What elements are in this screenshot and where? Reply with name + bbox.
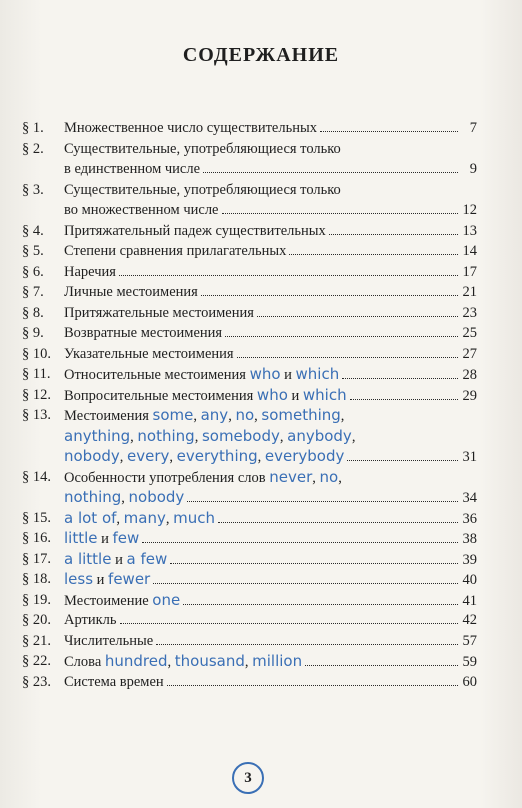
english-term: a few — [126, 549, 168, 568]
page-ref: 41 — [462, 592, 477, 609]
title-text: , — [257, 449, 265, 465]
toc-entry — [22, 139, 477, 180]
section-number: § 15. — [22, 509, 51, 526]
title-text: Числительные — [64, 632, 154, 649]
english-term: a little — [64, 549, 112, 568]
entry-title-line — [64, 118, 477, 139]
entry-title-line — [64, 426, 477, 447]
title-text: , — [340, 408, 345, 424]
entry-title-line — [64, 303, 477, 324]
page-ref: 36 — [462, 510, 477, 527]
page-ref: 7 — [469, 120, 477, 136]
page-ref: 23 — [462, 304, 477, 321]
entry-title — [64, 672, 477, 693]
dot-leader — [119, 275, 458, 276]
toc-entry — [22, 569, 477, 590]
toc-entry — [22, 385, 477, 406]
title-text: , — [167, 654, 175, 670]
entry-title-line — [64, 159, 477, 180]
page-ref: 31 — [462, 449, 477, 465]
title-text: Существительные, употребляющиеся только — [64, 140, 341, 157]
entry-title — [64, 180, 477, 221]
entry-title — [64, 610, 477, 631]
english-term: any — [200, 406, 229, 424]
page-ref: 40 — [462, 572, 477, 588]
entry-title-line — [64, 487, 477, 508]
title-text: в единственном числе — [64, 161, 201, 177]
section-number: § 17. — [22, 550, 51, 567]
toc-entry — [22, 262, 477, 283]
page-ref: 21 — [462, 284, 477, 300]
toc-entry — [22, 221, 477, 242]
dot-leader — [342, 378, 458, 379]
section-number: § 2. — [22, 140, 44, 157]
toc-entry — [22, 405, 477, 467]
english-term: anything — [64, 426, 131, 445]
section-number: § 21. — [22, 632, 51, 649]
dot-leader — [347, 460, 458, 461]
entry-title-line — [64, 508, 477, 529]
title-text: , — [119, 449, 128, 465]
dot-leader — [218, 522, 458, 523]
title-text: и — [97, 531, 113, 547]
dot-leader — [170, 563, 458, 564]
section-number: § 9. — [22, 325, 44, 341]
entry-title — [64, 631, 477, 652]
toc-entry — [22, 610, 477, 631]
section-number: § 16. — [22, 530, 51, 546]
dot-leader — [257, 316, 458, 317]
section-number: § 14. — [22, 468, 51, 485]
dot-leader — [167, 685, 458, 686]
entry-title-line — [64, 139, 477, 160]
section-number: § 20. — [22, 612, 51, 628]
entry-title-line — [64, 241, 477, 262]
page-ref: 27 — [462, 345, 477, 362]
entry-title-line — [64, 262, 477, 283]
title-text: , — [121, 490, 129, 506]
english-term: some — [152, 406, 194, 424]
title-text: , — [279, 428, 288, 445]
dot-leader — [350, 399, 458, 400]
toc-entry — [22, 118, 477, 139]
entry-title — [64, 467, 477, 508]
title-text: Притяжательный падеж существительных — [64, 222, 326, 239]
dot-leader — [320, 131, 458, 132]
title-text: Артикль — [64, 612, 117, 628]
english-term: one — [152, 590, 181, 609]
title-text: Слова — [64, 654, 105, 670]
entry-title — [64, 385, 477, 406]
title-text: , — [351, 428, 356, 445]
title-text: , — [130, 428, 138, 445]
entry-title — [64, 323, 477, 344]
english-term: which — [302, 385, 347, 404]
title-text: , — [193, 408, 201, 424]
toc-entry — [22, 282, 477, 303]
page-ref: 39 — [462, 551, 477, 568]
entry-title — [64, 364, 477, 385]
entry-title-line — [64, 180, 477, 201]
english-term: everything — [176, 447, 258, 465]
entry-title-line — [64, 528, 477, 549]
entry-title — [64, 590, 477, 611]
english-term: no — [235, 406, 255, 424]
section-number: § 6. — [22, 263, 44, 280]
english-term: who — [249, 365, 281, 383]
entry-title-line — [64, 385, 477, 406]
toc-entry — [22, 344, 477, 365]
title-text: и — [287, 387, 303, 404]
page-ref: 59 — [462, 654, 477, 670]
entry-title — [64, 303, 477, 324]
page-number-badge: 3 — [232, 762, 264, 794]
section-number: § 1. — [22, 120, 44, 136]
title-text: Степени сравнения прилагательных — [64, 243, 287, 259]
entry-title-line — [64, 590, 477, 611]
title-text: , — [312, 469, 320, 486]
page-ref: 9 — [469, 161, 477, 177]
english-term: fewer — [108, 570, 151, 588]
entry-title — [64, 282, 477, 303]
english-term: nobody — [64, 447, 120, 465]
toc-entry — [22, 528, 477, 549]
entry-title-line — [64, 200, 477, 221]
dot-leader — [329, 234, 458, 235]
title-text: Относительные местоимения — [64, 367, 250, 383]
english-term: many — [123, 508, 166, 527]
english-term: little — [64, 529, 98, 547]
dot-leader — [222, 213, 459, 214]
english-term: somebody — [201, 426, 280, 445]
section-number: § 8. — [22, 304, 44, 321]
entry-title-line — [64, 446, 477, 467]
entry-title-line — [64, 405, 477, 426]
section-number: § 23. — [22, 673, 51, 690]
dot-leader — [289, 254, 458, 255]
page-ref: 17 — [462, 263, 477, 280]
dot-leader — [153, 583, 458, 584]
title-text: , — [254, 408, 262, 424]
title-text: Указательные местоимения — [64, 345, 234, 362]
section-number: § 4. — [22, 222, 44, 239]
entry-title-line — [64, 672, 477, 693]
dot-leader — [225, 336, 458, 337]
entry-title — [64, 262, 477, 283]
english-term: a lot of — [64, 508, 117, 527]
page-ref: 14 — [462, 243, 477, 259]
english-term: no — [319, 467, 339, 486]
title-text: , — [165, 510, 174, 527]
english-term: anybody — [287, 426, 352, 445]
toc-entry — [22, 364, 477, 385]
english-term: million — [252, 652, 303, 670]
english-term: few — [112, 529, 140, 547]
entry-title — [64, 651, 477, 672]
page-ref: 60 — [462, 673, 477, 690]
page-ref: 34 — [462, 490, 477, 506]
toc-entry — [22, 549, 477, 570]
english-term: which — [295, 365, 340, 383]
entry-title-line — [64, 651, 477, 672]
dot-leader — [156, 644, 458, 645]
toc-entry — [22, 303, 477, 324]
section-number: § 7. — [22, 284, 44, 300]
english-term: nobody — [128, 488, 185, 506]
title-text: Местоимения — [64, 408, 153, 424]
english-term: hundred — [104, 652, 168, 670]
dot-leader — [305, 665, 458, 666]
toc-entry — [22, 323, 477, 344]
entry-title-line — [64, 631, 477, 652]
entry-title — [64, 549, 477, 570]
toc-entry — [22, 590, 477, 611]
title-text: Система времен — [64, 673, 164, 690]
dot-leader — [203, 172, 458, 173]
title-text: и — [280, 367, 296, 383]
title-text: и — [93, 572, 109, 588]
entry-title-line — [64, 344, 477, 365]
english-term: everybody — [264, 447, 345, 465]
section-number: § 22. — [22, 653, 51, 669]
entry-title — [64, 528, 477, 549]
section-number: § 5. — [22, 243, 44, 259]
title-text: , — [116, 510, 124, 527]
entry-title — [64, 508, 477, 529]
entry-title — [64, 221, 477, 242]
toc-entry — [22, 180, 477, 221]
page-ref: 29 — [462, 387, 477, 404]
section-number: § 13. — [22, 407, 51, 423]
english-term: nothing — [137, 426, 195, 445]
dot-leader — [237, 357, 458, 358]
english-term: less — [64, 570, 94, 588]
entry-title — [64, 139, 477, 180]
title-text: и — [111, 551, 127, 568]
page-ref: 57 — [462, 632, 477, 649]
page-ref: 42 — [462, 612, 477, 628]
title-text: Личные местоимения — [64, 284, 198, 300]
entry-title-line — [64, 282, 477, 303]
title-text: , — [228, 408, 236, 424]
table-of-contents — [22, 118, 477, 692]
title-text: во множественном числе — [64, 202, 219, 218]
title-text: Вопросительные местоимения — [64, 387, 257, 404]
page-ref: 28 — [462, 367, 477, 383]
toc-entry — [22, 241, 477, 262]
title-text: Наречия — [64, 263, 116, 280]
dot-leader — [187, 501, 458, 502]
title-text: , — [338, 469, 342, 486]
entry-title — [64, 118, 477, 139]
title-text: Существительные, употребляющиеся только — [64, 181, 341, 198]
title-text: , — [194, 428, 202, 445]
toc-entry — [22, 631, 477, 652]
title-text: , — [169, 449, 177, 465]
section-number: § 12. — [22, 386, 51, 403]
entry-title-line — [64, 467, 477, 488]
title-text: Возвратные местоимения — [64, 325, 223, 341]
page-ref: 38 — [462, 531, 477, 547]
dot-leader — [142, 542, 458, 543]
english-term: every — [127, 447, 170, 465]
title-text: Особенности употребления слов — [64, 469, 270, 486]
entry-title-line — [64, 610, 477, 631]
toc-entry — [22, 672, 477, 693]
entry-title — [64, 569, 477, 590]
toc-entry — [22, 651, 477, 672]
section-number: § 10. — [22, 345, 51, 362]
page-ref: 13 — [462, 222, 477, 239]
section-number: § 11. — [22, 366, 51, 382]
title-text: Местоимение — [64, 592, 153, 609]
entry-title-line — [64, 221, 477, 242]
entry-title-line — [64, 323, 477, 344]
page-ref: 25 — [462, 325, 477, 341]
toc-entry — [22, 467, 477, 508]
page-ref: 12 — [462, 202, 477, 218]
toc-entry — [22, 508, 477, 529]
entry-title-line — [64, 549, 477, 570]
title-text: Множественное число существительных — [64, 120, 317, 136]
title-text: , — [244, 654, 253, 670]
section-number: § 3. — [22, 181, 44, 198]
dot-leader — [183, 604, 458, 605]
entry-title — [64, 344, 477, 365]
section-number: § 18. — [22, 571, 51, 587]
entry-title — [64, 405, 477, 467]
entry-title-line — [64, 364, 477, 385]
entry-title — [64, 241, 477, 262]
english-term: never — [269, 467, 313, 486]
page-title: СОДЕРЖАНИЕ — [182, 44, 340, 66]
entry-title-line — [64, 569, 477, 590]
english-term: thousand — [174, 652, 245, 670]
english-term: who — [256, 385, 288, 404]
english-term: nothing — [64, 488, 122, 506]
section-number: § 19. — [22, 591, 51, 608]
english-term: something — [261, 406, 341, 424]
dot-leader — [120, 623, 458, 624]
dot-leader — [201, 295, 458, 296]
title-text: Притяжательные местоимения — [64, 304, 254, 321]
english-term: much — [173, 508, 215, 527]
